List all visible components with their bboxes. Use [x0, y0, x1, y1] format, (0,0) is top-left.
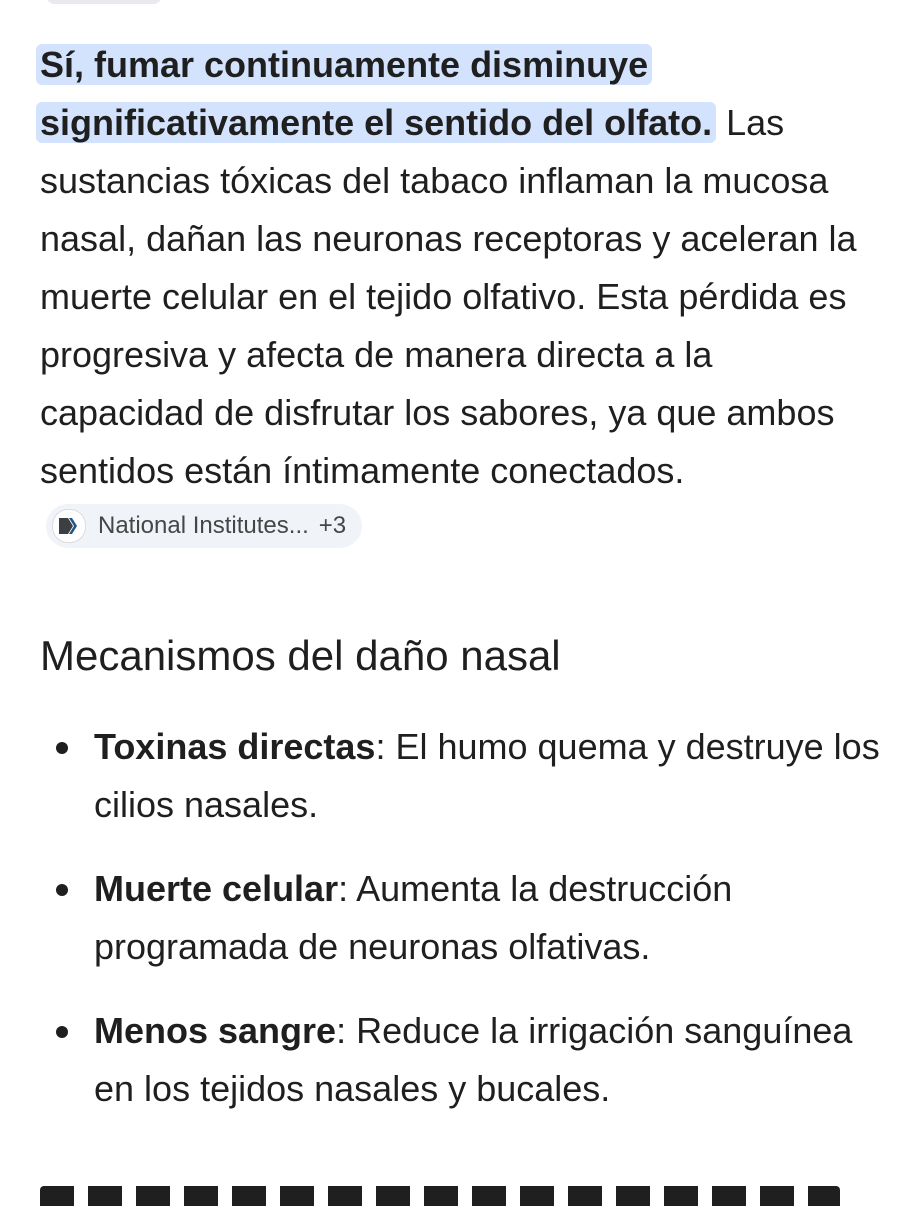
- answer-body-text: Las sustancias tóxicas del tabaco inflaman la mucosa nasal, dañan las neuronas receptoras y aceleran la muerte celular en el tejido olfativo. Esta pérdida es progresiva y afecta de manera directa a la capacidad de disfrutar los sabores, ya que ambos sentidos están íntimamente conectados.: [40, 102, 857, 491]
- list-item-term: Muerte celular: [94, 868, 339, 909]
- list-item-term: Menos sangre: [94, 1010, 337, 1051]
- ai-answer-paragraph: [40, 36, 880, 558]
- source-chip[interactable]: [46, 504, 362, 548]
- list-item: [40, 1002, 880, 1118]
- previous-element-fragment: [46, 0, 162, 4]
- list-item-text: : Aumenta la destrucción programada de neuronas olfativas.: [94, 868, 733, 967]
- source-chip-count: +3: [318, 512, 347, 539]
- cropped-text-glyphs: [40, 1186, 840, 1206]
- bullet-dot: [56, 1026, 68, 1038]
- section-heading: Mecanismos del daño nasal: [40, 632, 561, 679]
- list-item: [40, 718, 880, 834]
- bullet-dot: [56, 884, 68, 896]
- answer-highlight-line1: Sí, fumar continuamente disminuye: [40, 44, 649, 85]
- list-item: [40, 860, 880, 976]
- bullet-dot: [56, 742, 68, 754]
- answer-highlight-line2: significativamente el sentido del olfato.: [40, 102, 713, 143]
- next-heading-cropped: [40, 1186, 840, 1206]
- list-item-term: Toxinas directas: [94, 726, 376, 767]
- answer-highlight: [36, 44, 716, 143]
- source-chip-label: National Institutes...: [98, 512, 309, 539]
- list-item-text: : Reduce la irrigación sanguínea en los tejidos nasales y bucales.: [94, 1010, 853, 1109]
- nih-logo-icon: [52, 509, 86, 543]
- list-item-text: : El humo quema y destruye los cilios nasales.: [94, 726, 880, 825]
- mechanisms-list: [40, 718, 880, 1144]
